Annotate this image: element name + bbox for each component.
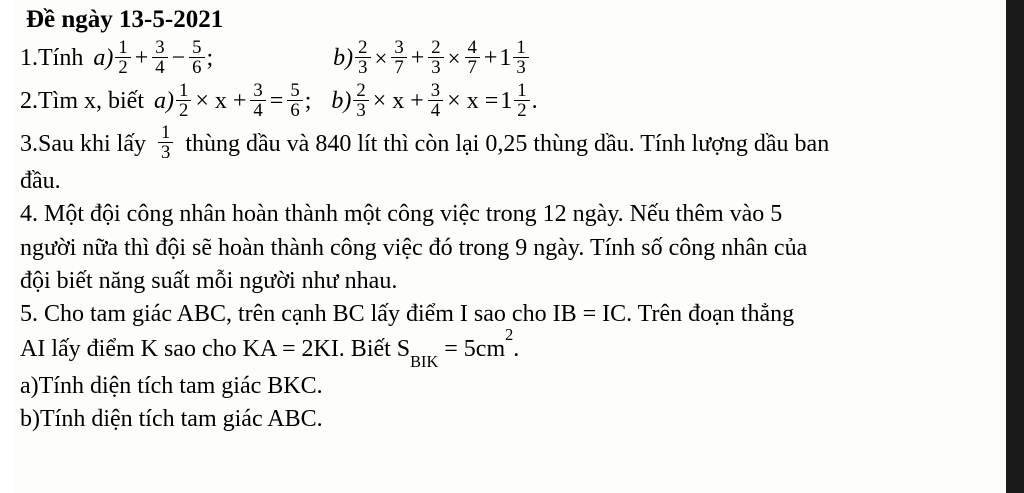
problem-5-superscript-squared: 2 [505,325,514,345]
problem-2b-frac-3: $\frac{1}{2}$ [514,81,529,120]
problem-1-number: 1.Tính [20,44,84,71]
problem-1b-op-4: + [483,44,498,71]
problem-5-sub-a: a)Tính diện tích tam giác BKC. [20,372,323,399]
problem-4-line-1: 4. Một đội công nhân hoàn thành một công việc trong 12 ngày. Nếu thêm vào 5 [20,201,783,228]
problem-2 [20,79,998,121]
page-right-dark-edge [1006,0,1024,493]
problem-3-frac: $\frac{1}{3}$ [158,123,173,162]
problem-1b-mixed-number [499,36,530,78]
problem-1a-op-2: − [171,44,186,71]
problem-2b-whole: 1 [500,88,513,115]
problem-1b-op-3: × [447,45,461,71]
problem-1a-op-1: + [134,44,149,71]
problem-3-line-2: đầu. [20,168,61,195]
problem-1b-op-2: + [410,44,425,71]
problem-5-line-1: 5. Cho tam giác ABC, trên cạnh BC lấy điểm I sao cho IB = IC. Trên đoạn thẳng [20,301,795,328]
problem-1b-frac-4: $\frac{4}{7}$ [465,38,480,77]
problem-1b-frac-3: $\frac{2}{3}$ [428,38,443,77]
problem-5-sub-b: b)Tính diện tích tam giác ABC. [20,405,323,432]
problem-3-text-before: 3.Sau khi lấy [20,130,146,157]
problem-2a-frac-1: $\frac{1}{2}$ [176,81,191,120]
document-title: Đề ngày 13-5-2021 [26,6,224,33]
problem-1a-frac-3: $\frac{5}{6}$ [189,38,204,77]
problem-4-line-2: người nữa thì đội sẽ hoàn thành công việc đó trong 9 ngày. Tính số công nhân của [20,234,808,261]
problem-3-text-after: thùng dầu và 840 lít thì còn lại 0,25 thùng dầu. Tính lượng dầu ban [185,130,830,157]
problem-2a-text-1: × x + [195,88,247,115]
problem-2-part-a-label: a) [153,88,174,115]
problem-1b-whole: 1 [499,44,512,71]
problem-5-line-2-part-2: = 5cm [438,336,506,363]
problem-4-line-3: đội biết năng suất mỗi người như nhau. [20,267,398,294]
problem-2b-end: . [531,88,538,115]
problem-2-part-b-label: b) [331,88,352,115]
problem-1b-frac-2: $\frac{3}{7}$ [391,38,406,77]
problem-2a-equals: = [269,88,284,115]
problem-1-part-a-label: a) [93,44,114,71]
problem-2b-frac-1: $\frac{2}{3}$ [353,81,368,120]
problem-5-line-2-part-1: AI lấy điểm K sao cho KA = 2KI. Biết S [20,336,411,363]
page-left-margin [0,0,14,493]
problem-5-subscript-bik: BIK [410,352,439,372]
problem-1b-frac-5: $\frac{1}{3}$ [513,38,528,77]
problem-1b-op-1: × [374,45,388,71]
document-content [18,2,998,435]
problem-1a-end: ; [206,44,214,71]
problem-1b-frac-1: $\frac{2}{3}$ [355,38,370,77]
problem-2b-frac-2: $\frac{3}{4}$ [428,81,443,120]
problem-2a-frac-3: $\frac{5}{6}$ [287,81,302,120]
problem-2a-frac-2: $\frac{3}{4}$ [250,81,265,120]
problem-5-line-2 [20,325,998,372]
problem-3-line-1 [20,124,998,163]
problem-2b-mixed-number [500,79,531,121]
problem-5-line-2-end: . [513,336,520,363]
problem-2b-text-1: × x + [372,88,424,115]
problem-1-part-b-label: b) [333,44,354,71]
problem-2a-end: ; [304,88,312,115]
problem-2b-text-2: × x = [447,88,499,115]
problem-1 [20,36,998,78]
problem-2-number: 2.Tìm x, biết [20,88,144,115]
problem-1a-frac-2: $\frac{3}{4}$ [152,38,167,77]
problem-1a-frac-1: $\frac{1}{2}$ [115,38,130,77]
